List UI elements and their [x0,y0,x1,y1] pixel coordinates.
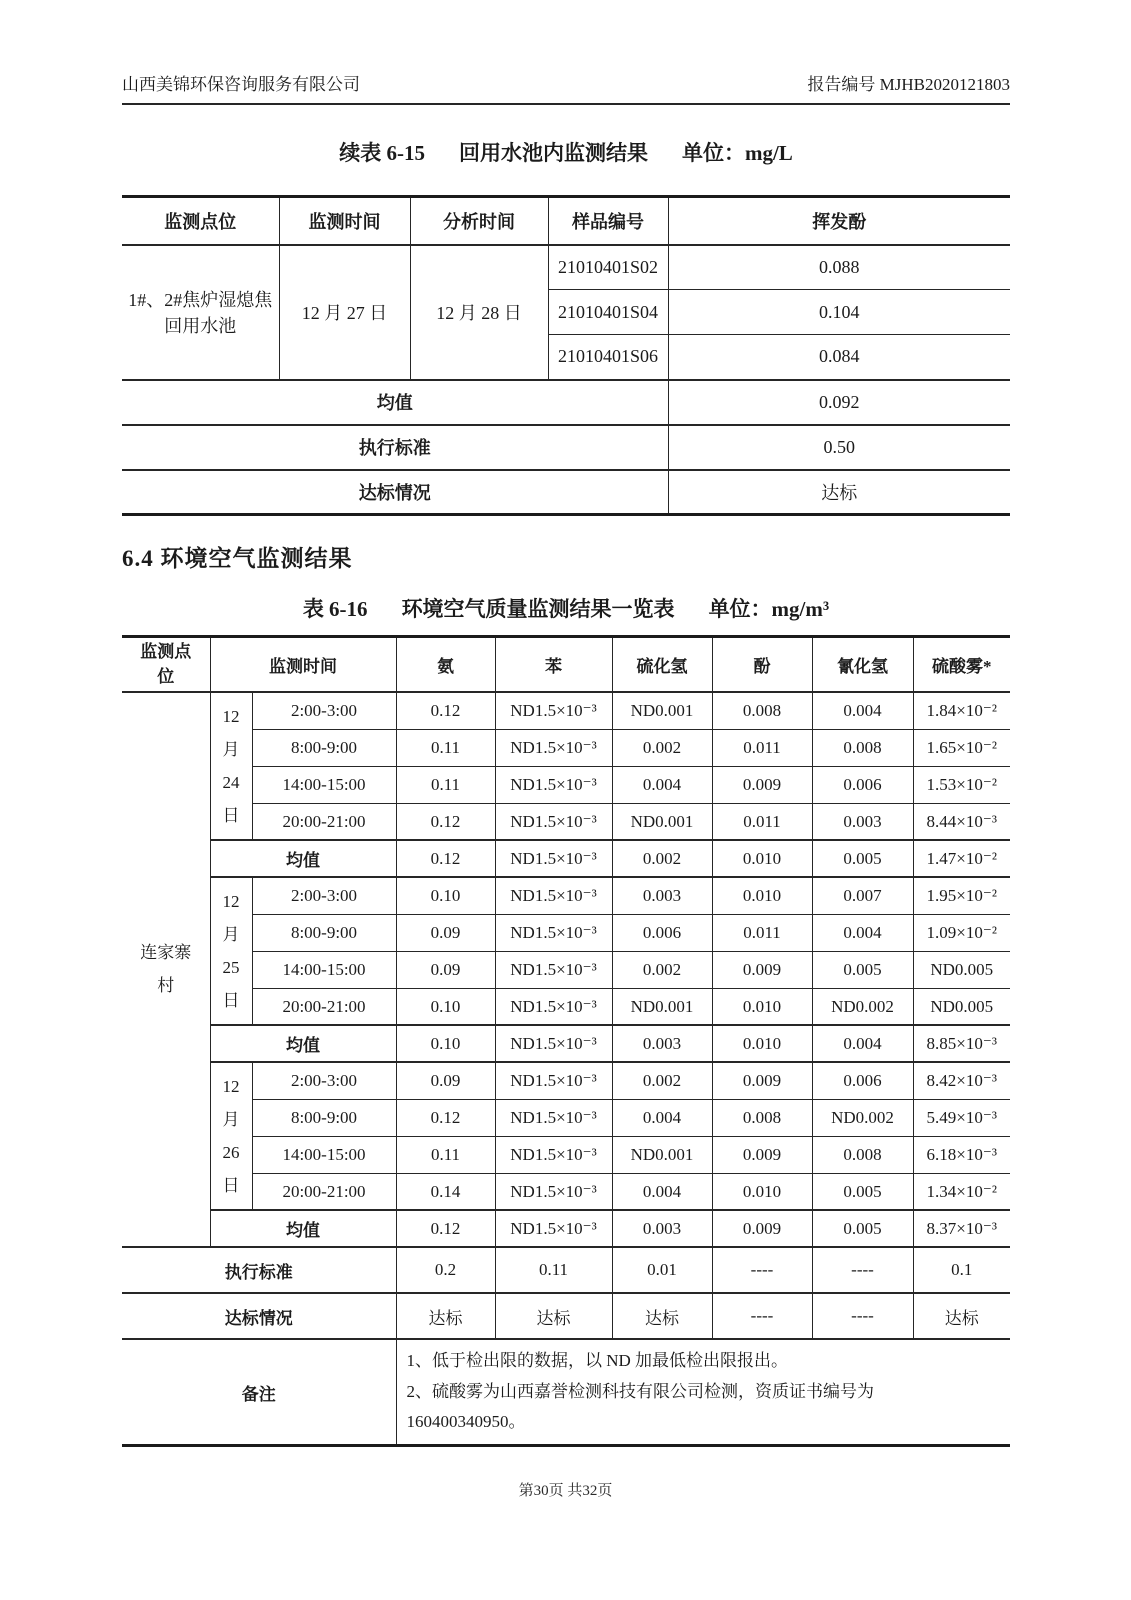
value-cell: 0.12 [396,692,495,729]
value-cell: 0.011 [712,803,812,840]
value-cell: 0.11 [396,1136,495,1173]
table-6-15-header-row [122,197,1010,245]
value-cell: ND1.5×10⁻³ [495,840,612,877]
table-row [122,877,1010,914]
site-cell: 1#、2#焦炉湿熄焦回用水池 [122,245,279,380]
date-cell [210,692,252,840]
value-cell: ND0.001 [612,988,712,1025]
value-cell: 8.44×10⁻³ [913,803,1010,840]
value-cell: 达标 [612,1293,712,1339]
value-cell: 0.010 [712,840,812,877]
date-cell [210,877,252,1025]
column-header: 苯 [495,637,612,693]
value-cell: 0.2 [396,1247,495,1293]
table-6-15-title-unit: 单位：mg/L [681,141,793,165]
value-cell: ND0.001 [612,1136,712,1173]
value-cell: 0.002 [612,840,712,877]
value-cell: ---- [812,1247,913,1293]
value-cell: 达标 [913,1293,1010,1339]
value-cell: ND1.5×10⁻³ [495,1062,612,1099]
value-cell: 0.005 [812,840,913,877]
table-row [122,914,1010,951]
value-cell: 1.47×10⁻² [913,840,1010,877]
value-cell: 0.006 [612,914,712,951]
remark-label: 备注 [122,1339,396,1445]
value-cell: 0.010 [712,1173,812,1210]
time-cell: 2:00-3:00 [252,692,396,729]
value-cell: 0.004 [612,766,712,803]
value-cell: 0.104 [668,290,1010,335]
column-header: 样品编号 [548,197,668,245]
value-cell: 0.010 [712,1025,812,1062]
value-cell: ND1.5×10⁻³ [495,1136,612,1173]
table-6-16-title-unit: 单位：mg/m³ [708,597,830,621]
value-cell: 0.004 [612,1173,712,1210]
value-cell: 0.009 [712,1062,812,1099]
column-header: 硫酸雾* [913,637,1010,693]
value-cell: 0.11 [396,729,495,766]
compliance-row [122,470,1010,515]
date-label: 12月26日 [222,1077,240,1196]
value-cell: 0.12 [396,1210,495,1247]
value-cell: 0.009 [712,951,812,988]
standard-row [122,1247,1010,1293]
value-cell: 5.49×10⁻³ [913,1099,1010,1136]
standard-label: 执行标准 [122,1247,396,1293]
value-cell: 0.11 [396,766,495,803]
value-cell: 0.009 [712,766,812,803]
analysis-date-cell: 12 月 28 日 [410,245,548,380]
value-cell: ND0.002 [812,1099,913,1136]
date-label: 12月25日 [222,892,240,1011]
section-6-4-heading: 6.4 环境空气监测结果 [122,546,353,571]
value-cell: 8.85×10⁻³ [913,1025,1010,1062]
time-cell: 8:00-9:00 [252,729,396,766]
table-row [122,1173,1010,1210]
value-cell: 0.084 [668,335,1010,380]
value-cell: 8.42×10⁻³ [913,1062,1010,1099]
table-6-16 [122,635,1010,1447]
column-header: 分析时间 [410,197,548,245]
value-cell: 0.50 [668,425,1010,470]
time-cell: 2:00-3:00 [252,1062,396,1099]
value-cell: 6.18×10⁻³ [913,1136,1010,1173]
table-row [122,988,1010,1025]
compliance-label: 达标情况 [122,1293,396,1339]
value-cell: 0.004 [812,692,913,729]
value-cell: 0.12 [396,840,495,877]
date-label: 12月24日 [222,707,240,826]
table-row [122,692,1010,729]
table-row [122,1136,1010,1173]
standard-label: 执行标准 [122,425,668,470]
time-cell: 14:00-15:00 [252,951,396,988]
value-cell: 0.002 [612,951,712,988]
value-cell: 0.005 [812,951,913,988]
table-6-16-title-text: 环境空气质量监测结果一览表 [401,597,675,621]
value-cell: 0.10 [396,1025,495,1062]
time-cell: 20:00-21:00 [252,803,396,840]
value-cell: 0.007 [812,877,913,914]
value-cell: 0.009 [712,1136,812,1173]
table-row [122,951,1010,988]
value-cell: ND1.5×10⁻³ [495,803,612,840]
date-cell [210,1062,252,1210]
value-cell: 0.003 [612,877,712,914]
value-cell: 0.004 [612,1099,712,1136]
value-cell: ND1.5×10⁻³ [495,766,612,803]
site-cell [122,692,210,1247]
remark-content [396,1339,1010,1445]
value-cell: 8.37×10⁻³ [913,1210,1010,1247]
table-6-15 [122,195,1010,516]
table-row [122,766,1010,803]
sample-id-cell: 21010401S02 [548,245,668,290]
monitor-date-cell: 12 月 27 日 [279,245,410,380]
table-6-15-title [122,137,1010,167]
value-cell: ND1.5×10⁻³ [495,1099,612,1136]
value-cell: 0.002 [612,729,712,766]
column-header [122,637,210,693]
value-cell: 1.53×10⁻² [913,766,1010,803]
value-cell: ---- [712,1293,812,1339]
column-header: 监测时间 [279,197,410,245]
value-cell: ND1.5×10⁻³ [495,692,612,729]
value-cell: 0.011 [712,914,812,951]
sample-id-cell: 21010401S04 [548,290,668,335]
time-cell: 14:00-15:00 [252,1136,396,1173]
table-row [122,1062,1010,1099]
value-cell: 0.006 [812,1062,913,1099]
value-cell: ND0.005 [913,988,1010,1025]
value-cell: ND1.5×10⁻³ [495,951,612,988]
value-cell: ND1.5×10⁻³ [495,729,612,766]
company-name: 山西美锦环保咨询服务有限公司 [122,75,360,94]
value-cell: 0.008 [812,1136,913,1173]
value-cell: 0.12 [396,1099,495,1136]
value-cell: 0.008 [712,1099,812,1136]
column-header: 监测时间 [210,637,396,693]
mean-label: 均值 [210,1210,396,1247]
value-cell: 0.14 [396,1173,495,1210]
value-cell: 0.006 [812,766,913,803]
value-cell: 0.005 [812,1173,913,1210]
value-cell: ---- [712,1247,812,1293]
table-row [122,245,1010,290]
value-cell: 0.008 [712,692,812,729]
value-cell: 1.34×10⁻² [913,1173,1010,1210]
table-6-15-title-text: 回用水池内监测结果 [458,141,648,165]
mean-row [122,840,1010,877]
compliance-row [122,1293,1010,1339]
mean-row [122,1210,1010,1247]
value-cell: 0.11 [495,1247,612,1293]
mean-row [122,380,1010,425]
value-cell: ND0.005 [913,951,1010,988]
remark-line: 2、硫酸雾为山西嘉誉检测科技有限公司检测，资质证书编号为 [406,1381,874,1401]
table-6-16-title [122,593,1010,623]
time-cell: 20:00-21:00 [252,1173,396,1210]
value-cell: 0.09 [396,1062,495,1099]
site-label: 连家寨村 [140,943,192,995]
time-cell: 20:00-21:00 [252,988,396,1025]
sample-id-cell: 21010401S06 [548,335,668,380]
value-cell: 0.09 [396,914,495,951]
time-cell: 8:00-9:00 [252,914,396,951]
time-cell: 14:00-15:00 [252,766,396,803]
remark-line: 1、低于检出限的数据，以 ND 加最低检出限报出。 [406,1351,789,1371]
column-header: 氨 [396,637,495,693]
table-6-16-header-row [122,637,1010,693]
remark-line: 160400340950。 [406,1412,526,1432]
value-cell: 0.12 [396,803,495,840]
time-cell: 2:00-3:00 [252,877,396,914]
value-cell: ND1.5×10⁻³ [495,1025,612,1062]
column-header: 酚 [712,637,812,693]
column-header: 硫化氢 [612,637,712,693]
compliance-label: 达标情况 [122,470,668,515]
table-row [122,729,1010,766]
value-cell: 达标 [396,1293,495,1339]
remark-row [122,1339,1010,1445]
value-cell: 0.008 [812,729,913,766]
document-header [122,70,1010,105]
value-cell: 0.010 [712,988,812,1025]
column-header: 监测点位 [122,197,279,245]
value-cell: 0.002 [612,1062,712,1099]
value-cell: ND0.001 [612,692,712,729]
value-cell: 0.1 [913,1247,1010,1293]
table-row [122,803,1010,840]
value-cell: 1.65×10⁻² [913,729,1010,766]
table-6-16-title-number: 表 6-16 [302,597,368,621]
value-cell: 0.003 [612,1210,712,1247]
value-cell: 0.10 [396,877,495,914]
table-row [122,1099,1010,1136]
value-cell: 0.009 [712,1210,812,1247]
column-header-label: 监测点位 [140,642,192,686]
value-cell: ND0.001 [612,803,712,840]
value-cell: 达标 [668,470,1010,515]
value-cell: ---- [812,1293,913,1339]
value-cell: 0.10 [396,988,495,1025]
time-cell: 8:00-9:00 [252,1099,396,1136]
value-cell: 0.003 [812,803,913,840]
value-cell: 0.09 [396,951,495,988]
value-cell: ND1.5×10⁻³ [495,988,612,1025]
value-cell: 1.95×10⁻² [913,877,1010,914]
report-number: 报告编号 MJHB2020121803 [807,75,1010,94]
value-cell: 达标 [495,1293,612,1339]
value-cell: 1.09×10⁻² [913,914,1010,951]
value-cell: 0.01 [612,1247,712,1293]
value-cell: 0.003 [612,1025,712,1062]
mean-row [122,1025,1010,1062]
value-cell: 0.004 [812,914,913,951]
value-cell: 0.011 [712,729,812,766]
standard-row [122,425,1010,470]
mean-label: 均值 [210,1025,396,1062]
column-header: 挥发酚 [668,197,1010,245]
page-number: 第30页 共32页 [518,1483,613,1499]
value-cell: 0.005 [812,1210,913,1247]
value-cell: 0.004 [812,1025,913,1062]
value-cell: ND1.5×10⁻³ [495,1210,612,1247]
value-cell: 0.092 [668,380,1010,425]
mean-label: 均值 [210,840,396,877]
table-6-15-title-number: 续表 6-15 [339,141,425,165]
value-cell: ND1.5×10⁻³ [495,877,612,914]
value-cell: 1.84×10⁻² [913,692,1010,729]
value-cell: ND1.5×10⁻³ [495,914,612,951]
value-cell: 0.010 [712,877,812,914]
column-header: 氰化氢 [812,637,913,693]
value-cell: ND0.002 [812,988,913,1025]
mean-label: 均值 [122,380,668,425]
value-cell: 0.088 [668,245,1010,290]
value-cell: ND1.5×10⁻³ [495,1173,612,1210]
